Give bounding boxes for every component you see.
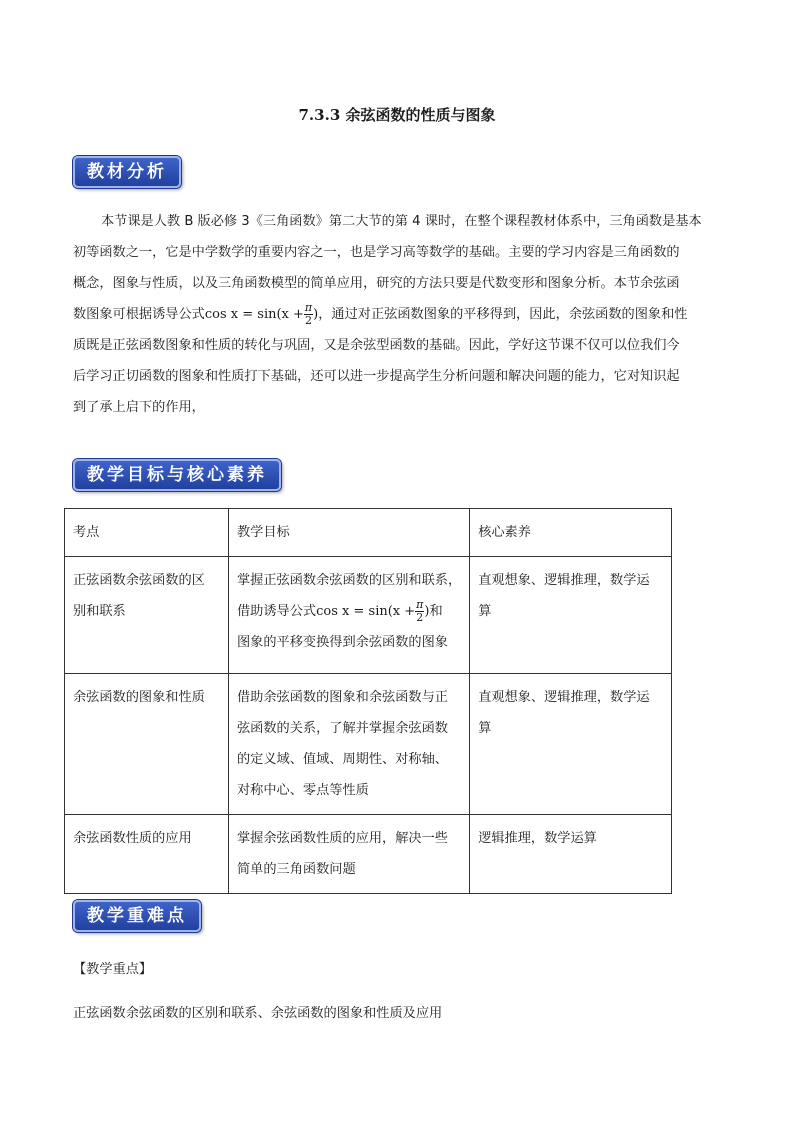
analysis-line-part: ，通过对正弦函数图象的平移得到，因此，余弦函数的图象和性 [318, 307, 688, 322]
cell-line: 算 [478, 604, 492, 619]
formula-rhs: ) [313, 307, 319, 322]
fraction-numerator: π [416, 598, 424, 611]
cell-line: 正弦函数余弦函数的区 [73, 573, 205, 588]
cell-line: 的定义域、值域、周期性、对称轴、 [237, 752, 448, 767]
cell-line: 逻辑推理，数学运算 [478, 831, 597, 846]
table-cell-goal [229, 815, 470, 894]
table-header-row [65, 509, 672, 557]
cell-line: 图象的平移变换得到余弦函数的图象 [237, 635, 448, 650]
cell-line: 别和联系 [73, 604, 126, 619]
cell-line: 对称中心、零点等性质 [237, 783, 369, 798]
section-badge-key-points: 教学重难点 [73, 900, 201, 932]
section-badge-analysis: 教材分析 [73, 156, 181, 188]
pi-over-2-fraction [415, 599, 424, 624]
fraction-denominator: 2 [416, 611, 424, 624]
table-cell-goal [229, 557, 470, 674]
analysis-line-part: 数图象可根据诱导公式 [73, 307, 205, 322]
goals-table [64, 508, 672, 894]
fraction-denominator: 2 [305, 314, 313, 327]
cos-sin-formula [204, 301, 319, 327]
section-badge-goals: 教学目标与核心素养 [73, 459, 281, 491]
table-cell-literacy [470, 815, 672, 894]
key-points-text: 正弦函数余弦函数的区别和联系、余弦函数的图象和性质及应用 [73, 1006, 443, 1021]
formula-lhs: cos x = sin(x + [204, 307, 304, 322]
cell-line: 掌握余弦函数性质的应用，解决一些 [237, 831, 448, 846]
formula-lhs: cos x = sin(x + [316, 604, 416, 619]
analysis-line: 质既是正弦函数图象和性质的转化与巩固，又是余弦型函数的基础。因此，学好这节课不仅可以位我们今 [73, 338, 680, 353]
cell-line: 余弦函数的图象和性质 [73, 690, 205, 705]
page-title: 7.3.3 余弦函数的性质与图象 [298, 106, 496, 124]
table-header-cell: 核心素养 [470, 509, 672, 557]
table-cell-topic [65, 557, 229, 674]
table-cell-topic [65, 815, 229, 894]
fraction-numerator: π [304, 301, 313, 314]
table-row [65, 674, 672, 815]
analysis-line: 概念，图象与性质，以及三角函数模型的简单应用，研究的方法只要是代数变形和图象分析。本节余弦函 [73, 276, 680, 291]
table-cell-topic [65, 674, 229, 815]
table-cell-goal [229, 674, 470, 815]
cell-line: 借助余弦函数的图象和余弦函数与正 [237, 690, 448, 705]
cell-line: 弦函数的关系，了解并掌握余弦函数 [237, 721, 448, 736]
cell-text: 借助诱导公式 [237, 604, 317, 619]
analysis-line: 后学习正切函数的图象和性质打下基础，还可以进一步提高学生分析问题和解决问题的能力，它对知识起 [73, 369, 680, 384]
table-header-cell: 教学目标 [229, 509, 470, 557]
cell-line: 余弦函数性质的应用 [73, 831, 192, 846]
analysis-paragraph [73, 206, 722, 423]
table-header-cell: 考点 [65, 509, 229, 557]
cell-line: 简单的三角函数问题 [237, 862, 356, 877]
cell-text: 和 [429, 604, 443, 619]
table-cell-literacy [470, 674, 672, 815]
pi-over-2-fraction [304, 302, 313, 327]
cell-line: 算 [478, 721, 492, 736]
analysis-line: 本节课是人教 B 版必修 3《三角函数》第二大节的第 4 课时，在整个课程教材体系中，三角函数是基本 [101, 214, 702, 229]
table-row [65, 815, 672, 894]
analysis-line: 初等函数之一，它是中学数学的重要内容之一，也是学习高等数学的基础。主要的学习内容是三角函数的 [73, 245, 680, 260]
table-row [65, 557, 672, 674]
cell-line-with-formula [237, 596, 461, 627]
formula-rhs: ) [424, 604, 430, 619]
table-cell-literacy [470, 557, 672, 674]
key-points-label: 【教学重点】 [73, 962, 153, 977]
cell-line: 直观想象、逻辑推理，数学运 [478, 573, 650, 588]
cos-sin-formula [316, 598, 430, 624]
cell-line: 直观想象、逻辑推理，数学运 [478, 690, 650, 705]
analysis-line: 到了承上启下的作用， [73, 400, 205, 415]
cell-line: 掌握正弦函数余弦函数的区别和联系， [237, 573, 462, 588]
analysis-line-with-formula [73, 299, 722, 330]
